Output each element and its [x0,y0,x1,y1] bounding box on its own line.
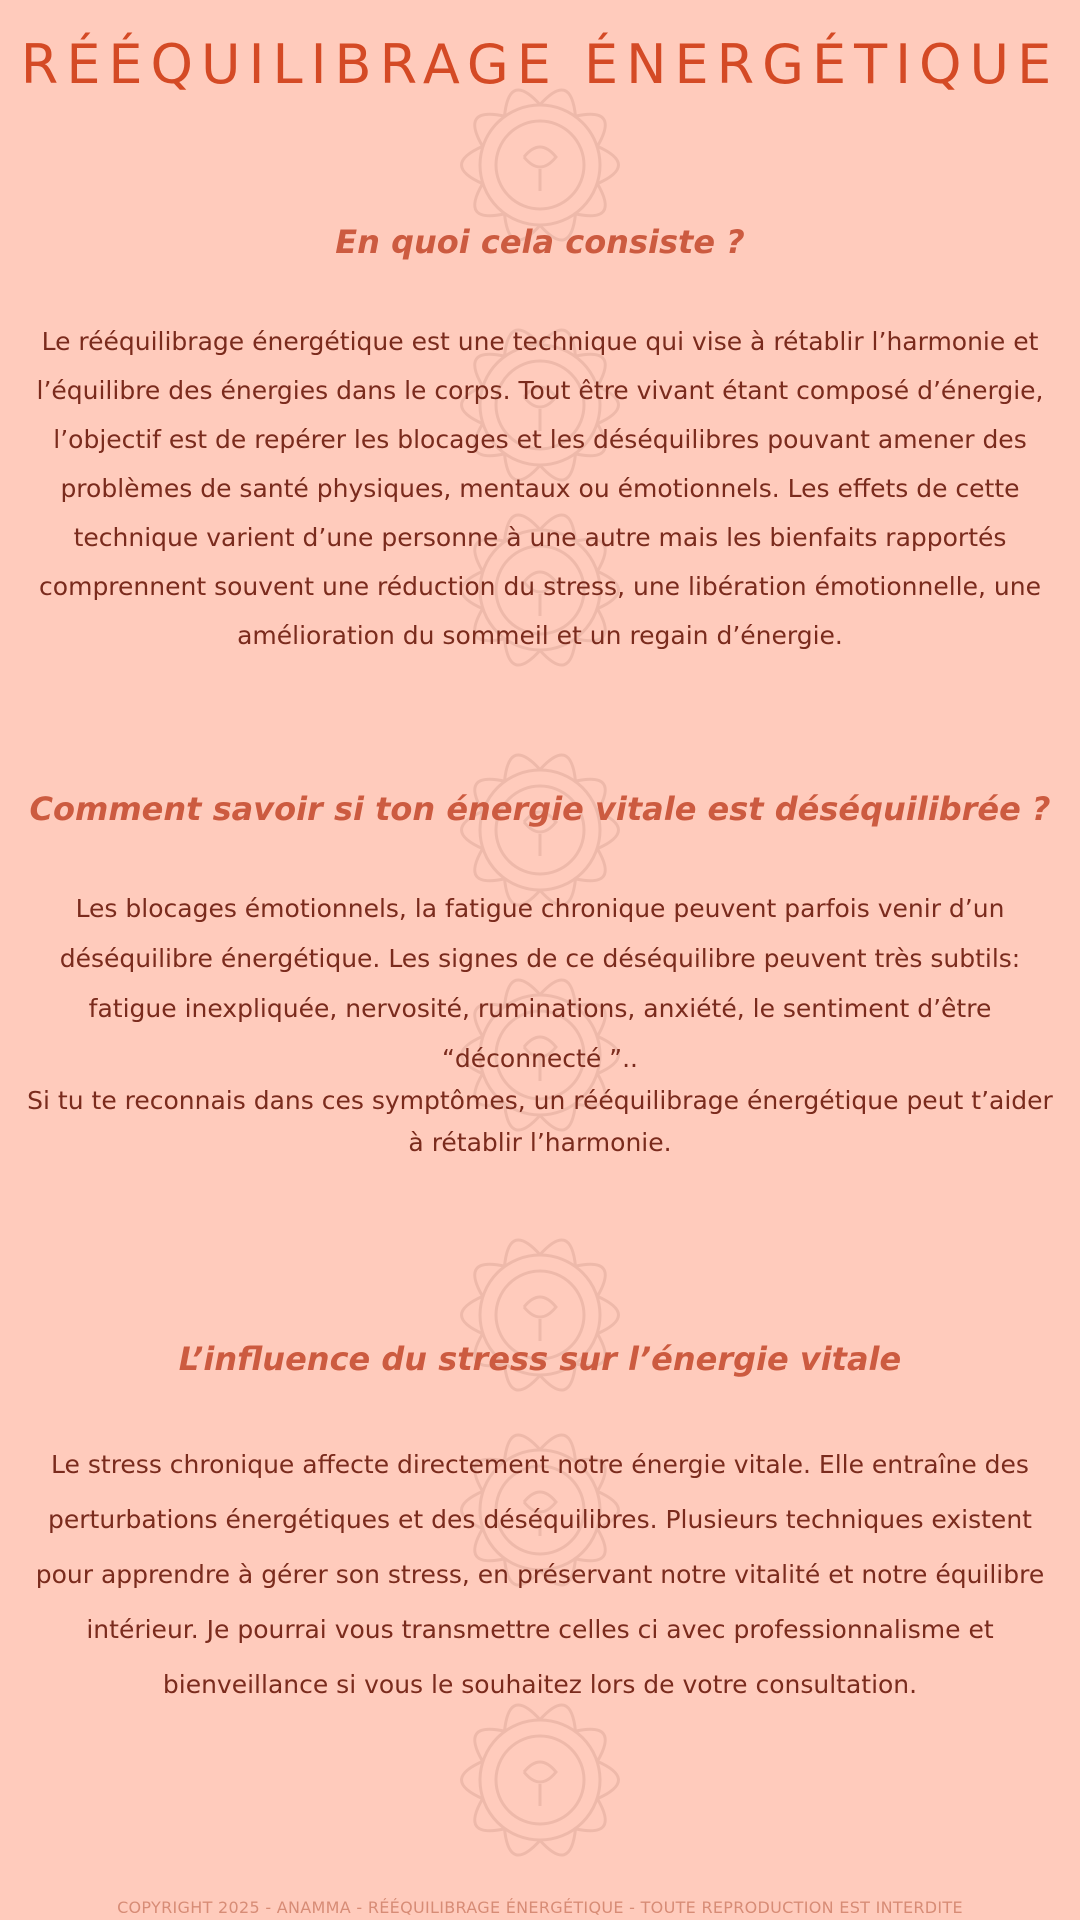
lotus-petal [475,183,505,216]
lotus-petal [504,1828,540,1855]
lotus-petal [575,1264,605,1297]
lotus-petal [475,1264,505,1297]
lotus-petal [597,1761,619,1799]
lotus-ring [480,1720,600,1840]
lotus-petal [575,114,605,147]
lotus-petal [475,1798,505,1831]
page-title: RÉÉQUILIBRAGE ÉNERGÉTIQUE [20,33,1060,96]
lotus-petal [475,114,505,147]
lotus-petal [540,755,576,782]
lotus-inner-ring [496,121,584,209]
lotus-inner-ring [496,1736,584,1824]
chakra-lotus-icon [462,1705,619,1855]
lotus-petal [575,1798,605,1831]
paragraph: Si tu te reconnais dans ces symptômes, un rééquilibrage énergétique peut t’aider à rétablir l’harmonie. [27,1086,1053,1157]
lotus-petal [575,1729,605,1762]
lotus-petal [540,1828,576,1855]
paragraph: Le stress chronique affecte directement notre énergie vitale. Elle entraîne des perturbations énergétiques et des déséquilibres. Plusieurs techniques existent pour apprendre à gérer son stress, en préservant notre vitalité et notre équilibre intérieur. Je pourrai vous transmettre celles ci avec professionnalisme et bienveillance si vous le souhaitez lors de votre consultation. [35,1450,1045,1699]
chakra-glyph [524,1762,556,1806]
copyright-footer: COPYRIGHT 2025 - ANAMMA - RÉÉQUILIBRAGE ÉNERGÉTIQUE - TOUTE REPRODUCTION EST INTERDITE [117,1898,963,1917]
paragraph: Le rééquilibrage énergétique est une technique qui vise à rétablir l’harmonie et l’équilibre des énergies dans le corps. Tout être vivant étant composé d’énergie, l’objectif est de repérer les blocages et les déséquilibres pouvant amener des problèmes de santé physiques, mentaux ou émotionnels. Les effets de cette technique varient d’une personne à une autre mais les bienfaits rapportés comprennent souvent une réduction du stress, une libération émotionnelle, une amélioration du sommeil et un regain d’énergie. [36,327,1044,650]
lotus-petal [597,146,619,184]
section-body-what-is-it [20,317,1060,660]
section-heading-stress-influence: L’influence du stress sur l’énergie vitale [178,1340,902,1378]
section-heading-how-to-know: Comment savoir si ton énergie vitale est déséquilibrée ? [29,790,1051,828]
lotus-petal [504,755,540,782]
lotus-petal [597,1296,619,1334]
lotus-petal [462,1761,484,1799]
lotus-ring [480,105,600,225]
lotus-petal [462,146,484,184]
section-heading-what-is-it: En quoi cela consiste ? [335,223,745,261]
lotus-petal [575,848,605,881]
section-body-how-to-know [20,884,1060,1164]
lotus-petal [462,1296,484,1334]
lotus-petal [475,1729,505,1762]
paragraph: Les blocages émotionnels, la fatigue chronique peuvent parfois venir d’un déséquilibre énergétique. Les signes de ce déséquilibre peuvent très subtils: fatigue inexpliquée, nervosité, ruminations, anxiété, le sentiment d’être “déconnecté ”.. [59,894,1021,1073]
section-body-stress-influence [20,1437,1060,1712]
lotus-petal [575,183,605,216]
lotus-petal [504,1240,540,1267]
chakra-glyph [524,147,556,191]
om-icon [462,90,619,240]
chakra-glyph [524,1297,556,1341]
lotus-petal [475,848,505,881]
lotus-petal [540,1240,576,1267]
